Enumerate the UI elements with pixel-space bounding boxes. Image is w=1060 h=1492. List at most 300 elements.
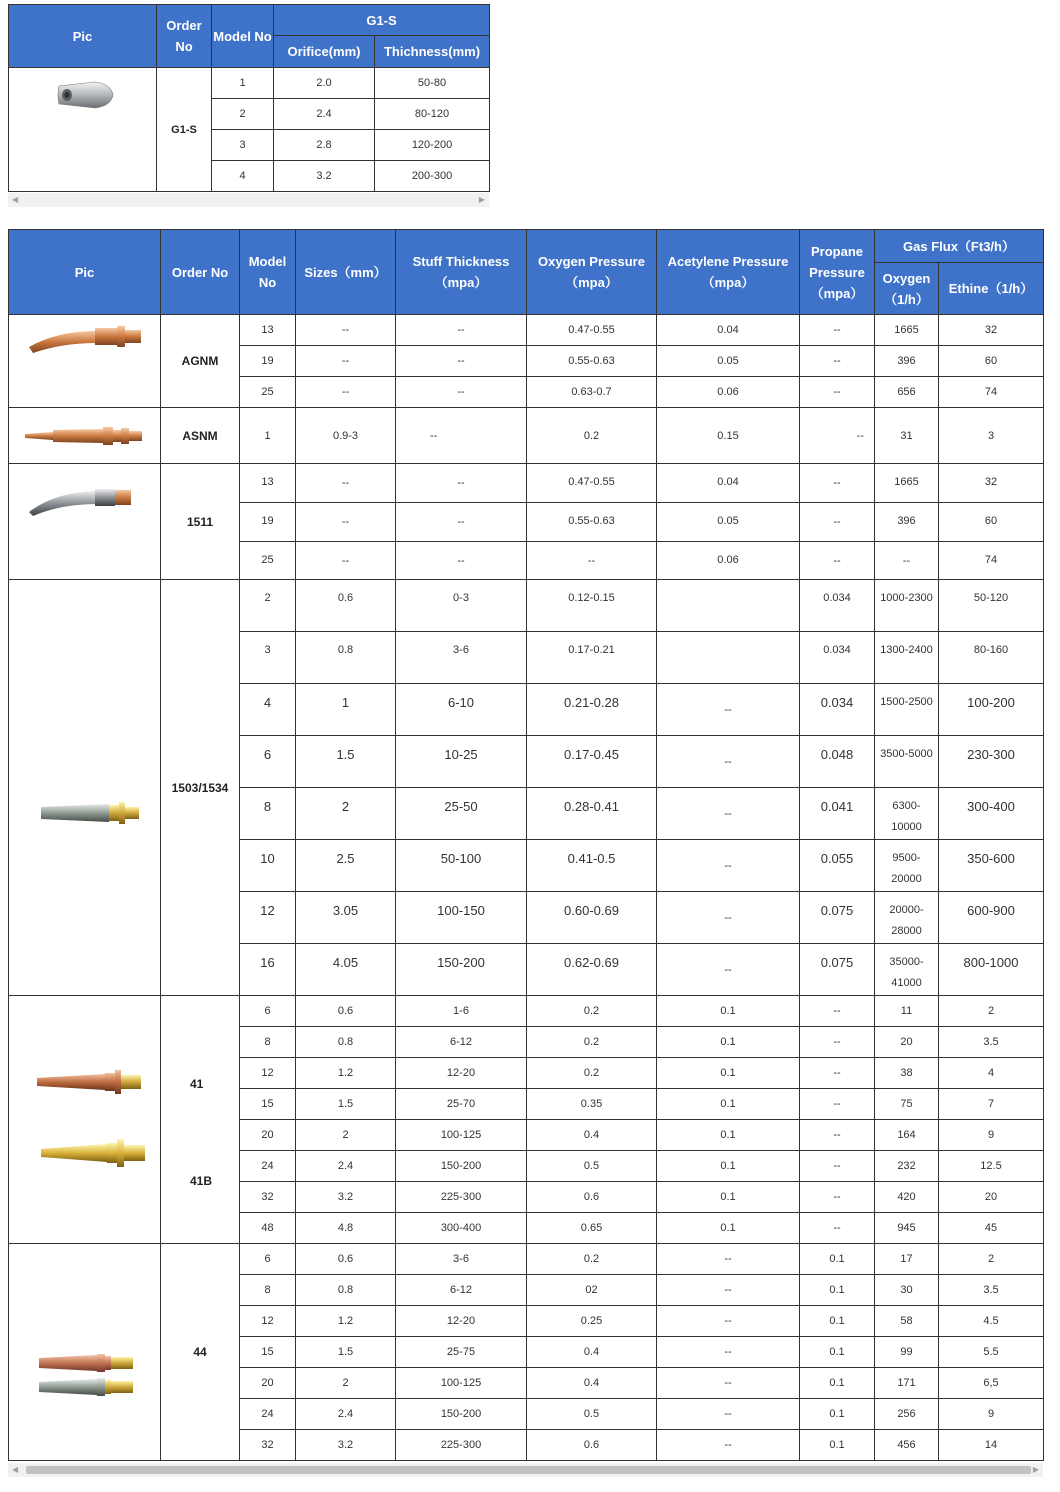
header-oxygen-pressure: Oxygen Pressure（mpa）	[527, 230, 657, 315]
scroll-right-arrow-icon[interactable]: ▶	[478, 195, 485, 204]
thickness-value: 120-200	[375, 130, 490, 161]
header-acetylene-pressure: Acetylene Pressure（mpa）	[657, 230, 800, 315]
thickness-value: 300-400	[396, 1213, 527, 1244]
acetylene-pressure-value: --	[657, 944, 800, 996]
header-ethine-flux: Ethine（1/h）	[939, 263, 1044, 315]
acetylene-pressure-value: 0.1	[657, 1058, 800, 1089]
oxygen-flux-value: 35000-41000	[875, 944, 939, 996]
oxygen-pressure-value: 0.2	[527, 1058, 657, 1089]
acetylene-pressure-value	[657, 580, 800, 632]
cutting-nozzle-table	[8, 229, 1044, 1461]
oxygen-flux-value: 38	[875, 1058, 939, 1089]
order-no-1511: 1511	[161, 464, 240, 580]
model-no: 25	[240, 542, 296, 580]
sizes-value: 1.5	[296, 736, 396, 788]
thickness-value: 0-3	[396, 580, 527, 632]
oxygen-pressure-value: 0.21-0.28	[527, 684, 657, 736]
oxygen-pressure-value: 0.41-0.5	[527, 840, 657, 892]
oxygen-pressure-value: --	[527, 542, 657, 580]
sizes-value: 2.5	[296, 840, 396, 892]
ethine-flux-value: 9	[939, 1399, 1044, 1430]
thickness-value: 25-50	[396, 788, 527, 840]
propane-pressure-value: 0.075	[800, 944, 875, 996]
ethine-flux-value: 4.5	[939, 1306, 1044, 1337]
oxygen-flux-value: 171	[875, 1368, 939, 1399]
oxygen-pressure-value: 0.65	[527, 1213, 657, 1244]
propane-pressure-value: --	[800, 503, 875, 542]
ethine-flux-value: 74	[939, 377, 1044, 408]
sizes-value: 0.6	[296, 1244, 396, 1275]
horizontal-scrollbar-top[interactable]	[8, 193, 489, 207]
acetylene-pressure-value: 0.1	[657, 996, 800, 1027]
propane-pressure-value: --	[800, 1027, 875, 1058]
propane-pressure-value: 0.041	[800, 788, 875, 840]
model-no: 12	[240, 1058, 296, 1089]
model-no: 32	[240, 1182, 296, 1213]
oxygen-flux-value: 396	[875, 346, 939, 377]
acetylene-pressure-value: 0.06	[657, 377, 800, 408]
header-g1s-group: G1-S	[274, 5, 490, 36]
sizes-value: 0.8	[296, 1275, 396, 1306]
thickness-value: 3-6	[396, 1244, 527, 1275]
oxygen-flux-value: 945	[875, 1213, 939, 1244]
oxygen-pressure-value: 0.2	[527, 996, 657, 1027]
oxygen-pressure-value: 0.62-0.69	[527, 944, 657, 996]
ethine-flux-value: 2	[939, 1244, 1044, 1275]
oxygen-pressure-value: 0.17-0.45	[527, 736, 657, 788]
ethine-flux-value: 4	[939, 1058, 1044, 1089]
sizes-value: --	[296, 464, 396, 503]
model-no: 24	[240, 1151, 296, 1182]
ethine-flux-value: 14	[939, 1430, 1044, 1461]
thickness-value: 6-12	[396, 1027, 527, 1058]
thickness-value: --	[396, 315, 527, 346]
propane-pressure-value: 0.1	[800, 1399, 875, 1430]
thickness-value: 3-6	[396, 632, 527, 684]
oxygen-flux-value: 30	[875, 1275, 939, 1306]
nozzle-image-44	[37, 1352, 137, 1402]
sizes-value: --	[296, 346, 396, 377]
thickness-value: 100-150	[396, 892, 527, 944]
acetylene-pressure-value: --	[657, 1430, 800, 1461]
model-no: 25	[240, 377, 296, 408]
propane-pressure-value: 0.1	[800, 1275, 875, 1306]
propane-pressure-value: 0.1	[800, 1430, 875, 1461]
order-no-g1s: G1-S	[157, 68, 212, 192]
header-sizes: Sizes（mm）	[296, 230, 396, 315]
oxygen-pressure-value: 0.2	[527, 1244, 657, 1275]
nozzle-image-1511	[27, 486, 135, 516]
g1s-table	[8, 4, 490, 192]
propane-pressure-value: --	[800, 408, 875, 464]
sizes-value: 2.4	[296, 1151, 396, 1182]
model-no: 19	[240, 503, 296, 542]
oxygen-flux-value: 656	[875, 377, 939, 408]
oxygen-pressure-value: 0.60-0.69	[527, 892, 657, 944]
model-no: 19	[240, 346, 296, 377]
pic-asnm-cell	[9, 408, 161, 464]
header-model-no: Model No	[212, 5, 274, 68]
ethine-flux-value: 32	[939, 315, 1044, 346]
nozzle-image-41b	[39, 1138, 149, 1168]
sizes-value: --	[296, 377, 396, 408]
acetylene-pressure-value: 0.1	[657, 1089, 800, 1120]
oxygen-pressure-value: 0.63-0.7	[527, 377, 657, 408]
thickness-value: 150-200	[396, 944, 527, 996]
oxygen-flux-value: --	[875, 542, 939, 580]
oxygen-flux-value: 17	[875, 1244, 939, 1275]
oxygen-pressure-value: 0.12-0.15	[527, 580, 657, 632]
thickness-value: 25-70	[396, 1089, 527, 1120]
order-no-1503: 1503/1534	[161, 580, 240, 996]
thickness-value: --	[396, 346, 527, 377]
propane-pressure-value: 0.055	[800, 840, 875, 892]
model-no: 2	[240, 580, 296, 632]
sizes-value: 2	[296, 788, 396, 840]
oxygen-flux-value: 20	[875, 1027, 939, 1058]
acetylene-pressure-value: 0.1	[657, 1151, 800, 1182]
propane-pressure-value: --	[800, 346, 875, 377]
oxygen-pressure-value: 0.4	[527, 1337, 657, 1368]
propane-pressure-value: --	[800, 996, 875, 1027]
ethine-flux-value: 9	[939, 1120, 1044, 1151]
acetylene-pressure-value: 0.15	[657, 408, 800, 464]
oxygen-flux-value: 58	[875, 1306, 939, 1337]
model-no: 48	[240, 1213, 296, 1244]
propane-pressure-value: --	[800, 1089, 875, 1120]
propane-pressure-value: --	[800, 464, 875, 503]
header-order-no: Order No	[157, 5, 212, 68]
sizes-value: 1.5	[296, 1337, 396, 1368]
oxygen-pressure-value: 0.6	[527, 1430, 657, 1461]
nozzle-image-agnm	[27, 323, 145, 353]
pic-1511-cell	[9, 464, 161, 580]
model-no: 1	[240, 408, 296, 464]
thickness-value: 1-6	[396, 996, 527, 1027]
model-no: 12	[240, 1306, 296, 1337]
model-no: 12	[240, 892, 296, 944]
sizes-value: 3.05	[296, 892, 396, 944]
thickness-value: --	[396, 408, 527, 464]
thickness-value: 6-10	[396, 684, 527, 736]
horizontal-scrollbar-bottom[interactable]	[8, 1463, 1043, 1477]
thickness-value: 100-125	[396, 1120, 527, 1151]
thickness-value: 12-20	[396, 1058, 527, 1089]
order-no-asnm: ASNM	[161, 408, 240, 464]
propane-pressure-value: 0.034	[800, 684, 875, 736]
ethine-flux-value: 32	[939, 464, 1044, 503]
header-propane-pressure: Propane Pressure（mpa）	[800, 230, 875, 315]
model-no: 15	[240, 1089, 296, 1120]
oxygen-flux-value: 164	[875, 1120, 939, 1151]
model-no: 6	[240, 1244, 296, 1275]
propane-pressure-value: 0.075	[800, 892, 875, 944]
sizes-value: 1.2	[296, 1058, 396, 1089]
acetylene-pressure-value	[657, 632, 800, 684]
propane-pressure-value: 0.1	[800, 1337, 875, 1368]
header-thickness: Thichness(mm)	[375, 36, 490, 68]
ethine-flux-value: 600-900	[939, 892, 1044, 944]
header-pic: Pic	[9, 5, 157, 68]
thickness-value: --	[396, 503, 527, 542]
model-no: 13	[240, 464, 296, 503]
propane-pressure-value: 0.034	[800, 580, 875, 632]
oxygen-flux-value: 1000-2300	[875, 580, 939, 632]
sizes-value: 1.2	[296, 1306, 396, 1337]
propane-pressure-value: 0.034	[800, 632, 875, 684]
ethine-flux-value: 100-200	[939, 684, 1044, 736]
thickness-value: 50-100	[396, 840, 527, 892]
thickness-value: 25-75	[396, 1337, 527, 1368]
propane-pressure-value: --	[800, 1182, 875, 1213]
ethine-flux-value: 74	[939, 542, 1044, 580]
pic-agnm-cell	[9, 315, 161, 408]
thickness-value: 100-125	[396, 1368, 527, 1399]
oxygen-flux-value: 11	[875, 996, 939, 1027]
sizes-value: 4.8	[296, 1213, 396, 1244]
oxygen-flux-value: 1500-2500	[875, 684, 939, 736]
oxygen-flux-value: 6300-10000	[875, 788, 939, 840]
propane-pressure-value: 0.1	[800, 1306, 875, 1337]
ethine-flux-value: 7	[939, 1089, 1044, 1120]
ethine-flux-value: 20	[939, 1182, 1044, 1213]
oxygen-pressure-value: 02	[527, 1275, 657, 1306]
nozzle-image-g1s	[55, 78, 117, 112]
acetylene-pressure-value: --	[657, 840, 800, 892]
acetylene-pressure-value: 0.1	[657, 1120, 800, 1151]
sizes-value: 2.4	[296, 1399, 396, 1430]
acetylene-pressure-value: --	[657, 892, 800, 944]
header-oxygen-flux: Oxygen（1/h）	[875, 263, 939, 315]
thickness-value: 200-300	[375, 161, 490, 192]
oxygen-flux-value: 1300-2400	[875, 632, 939, 684]
order-no-41: 41	[190, 1076, 204, 1091]
pic-1503-cell	[9, 580, 161, 996]
ethine-flux-value: 60	[939, 346, 1044, 377]
oxygen-pressure-value: 0.28-0.41	[527, 788, 657, 840]
ethine-flux-value: 6,5	[939, 1368, 1044, 1399]
oxygen-flux-value: 232	[875, 1151, 939, 1182]
model-no: 13	[240, 315, 296, 346]
scroll-left-arrow-icon[interactable]: ◀	[12, 195, 19, 204]
header-gas-flux: Gas Flux（Ft3/h）	[875, 230, 1044, 263]
model-no: 32	[240, 1430, 296, 1461]
sizes-value: 1.5	[296, 1089, 396, 1120]
ethine-flux-value: 350-600	[939, 840, 1044, 892]
scrollbar-thumb[interactable]	[26, 1466, 1031, 1474]
thickness-value: 225-300	[396, 1182, 527, 1213]
ethine-flux-value: 300-400	[939, 788, 1044, 840]
oxygen-flux-value: 31	[875, 408, 939, 464]
model-no: 4	[212, 161, 274, 192]
oxygen-flux-value: 75	[875, 1089, 939, 1120]
acetylene-pressure-value: --	[657, 1337, 800, 1368]
oxygen-pressure-value: 0.5	[527, 1399, 657, 1430]
oxygen-flux-value: 3500-5000	[875, 736, 939, 788]
oxygen-pressure-value: 0.25	[527, 1306, 657, 1337]
sizes-value: 0.6	[296, 996, 396, 1027]
oxygen-pressure-value: 0.4	[527, 1120, 657, 1151]
sizes-value: 0.8	[296, 1027, 396, 1058]
oxygen-flux-value: 1665	[875, 464, 939, 503]
acetylene-pressure-value: 0.1	[657, 1182, 800, 1213]
model-no: 8	[240, 1275, 296, 1306]
propane-pressure-value: 0.1	[800, 1244, 875, 1275]
model-no: 3	[240, 632, 296, 684]
ethine-flux-value: 2	[939, 996, 1044, 1027]
acetylene-pressure-value: --	[657, 1399, 800, 1430]
propane-pressure-value: --	[800, 1151, 875, 1182]
oxygen-flux-value: 456	[875, 1430, 939, 1461]
thickness-value: 10-25	[396, 736, 527, 788]
acetylene-pressure-value: 0.1	[657, 1027, 800, 1058]
oxygen-pressure-value: 0.55-0.63	[527, 346, 657, 377]
thickness-value: 225-300	[396, 1430, 527, 1461]
header-stuff-thickness: Stuff Thickness（mpa）	[396, 230, 527, 315]
orifice-value: 2.8	[274, 130, 375, 161]
ethine-flux-value: 12.5	[939, 1151, 1044, 1182]
oxygen-pressure-value: 0.35	[527, 1089, 657, 1120]
acetylene-pressure-value: --	[657, 1275, 800, 1306]
ethine-flux-value: 800-1000	[939, 944, 1044, 996]
orifice-value: 3.2	[274, 161, 375, 192]
header-model-no: Model No	[240, 230, 296, 315]
nozzle-image-asnm	[23, 425, 145, 447]
acetylene-pressure-value: 0.05	[657, 346, 800, 377]
acetylene-pressure-value: --	[657, 788, 800, 840]
thickness-value: --	[396, 377, 527, 408]
oxygen-pressure-value: 0.47-0.55	[527, 315, 657, 346]
ethine-flux-value: 50-120	[939, 580, 1044, 632]
thickness-value: 6-12	[396, 1275, 527, 1306]
order-no-41b: 41B	[190, 1173, 213, 1188]
scroll-left-arrow-icon[interactable]: ◀	[12, 1465, 19, 1474]
model-no: 24	[240, 1399, 296, 1430]
propane-pressure-value: --	[800, 1058, 875, 1089]
acetylene-pressure-value: 0.05	[657, 503, 800, 542]
oxygen-flux-value: 420	[875, 1182, 939, 1213]
acetylene-pressure-value: 0.04	[657, 464, 800, 503]
sizes-value: 3.2	[296, 1430, 396, 1461]
thickness-value: 50-80	[375, 68, 490, 99]
acetylene-pressure-value: 0.1	[657, 1213, 800, 1244]
model-no: 10	[240, 840, 296, 892]
acetylene-pressure-value: --	[657, 1244, 800, 1275]
oxygen-pressure-value: 0.17-0.21	[527, 632, 657, 684]
oxygen-flux-value: 396	[875, 503, 939, 542]
pic-44-cell	[9, 1244, 161, 1461]
pic-41-cell	[9, 996, 161, 1244]
sizes-value: 4.05	[296, 944, 396, 996]
ethine-flux-value: 3.5	[939, 1027, 1044, 1058]
header-orifice: Orifice(mm)	[274, 36, 375, 68]
model-no: 16	[240, 944, 296, 996]
order-no-44: 44	[161, 1244, 240, 1461]
sizes-value: 2	[296, 1120, 396, 1151]
sizes-value: 2	[296, 1368, 396, 1399]
oxygen-pressure-value: 0.6	[527, 1182, 657, 1213]
sizes-value: --	[296, 315, 396, 346]
sizes-value: 0.6	[296, 580, 396, 632]
thickness-value: 150-200	[396, 1399, 527, 1430]
propane-pressure-value: --	[800, 1213, 875, 1244]
sizes-value: --	[296, 542, 396, 580]
oxygen-flux-value: 9500-20000	[875, 840, 939, 892]
oxygen-flux-value: 1665	[875, 315, 939, 346]
model-no: 1	[212, 68, 274, 99]
nozzle-image-1503	[39, 800, 141, 826]
oxygen-pressure-value: 0.5	[527, 1151, 657, 1182]
ethine-flux-value: 45	[939, 1213, 1044, 1244]
nozzle-image-41	[35, 1069, 145, 1095]
acetylene-pressure-value: --	[657, 1306, 800, 1337]
model-no: 8	[240, 788, 296, 840]
propane-pressure-value: --	[800, 315, 875, 346]
thickness-value: 150-200	[396, 1151, 527, 1182]
oxygen-pressure-value: 0.47-0.55	[527, 464, 657, 503]
propane-pressure-value: --	[800, 542, 875, 580]
model-no: 20	[240, 1120, 296, 1151]
model-no: 6	[240, 996, 296, 1027]
sizes-value: 3.2	[296, 1182, 396, 1213]
oxygen-flux-value: 20000-28000	[875, 892, 939, 944]
acetylene-pressure-value: --	[657, 1368, 800, 1399]
model-no: 4	[240, 684, 296, 736]
ethine-flux-value: 60	[939, 503, 1044, 542]
scroll-right-arrow-icon[interactable]: ▶	[1032, 1465, 1039, 1474]
oxygen-flux-value: 99	[875, 1337, 939, 1368]
sizes-value: 1	[296, 684, 396, 736]
acetylene-pressure-value: 0.04	[657, 315, 800, 346]
model-no: 20	[240, 1368, 296, 1399]
orifice-value: 2.0	[274, 68, 375, 99]
order-no-41-cell	[161, 996, 240, 1244]
model-no: 6	[240, 736, 296, 788]
oxygen-pressure-value: 0.4	[527, 1368, 657, 1399]
acetylene-pressure-value: 0.06	[657, 542, 800, 580]
acetylene-pressure-value: --	[657, 684, 800, 736]
model-no: 3	[212, 130, 274, 161]
model-no: 2	[212, 99, 274, 130]
propane-pressure-value: 0.1	[800, 1368, 875, 1399]
ethine-flux-value: 80-160	[939, 632, 1044, 684]
orifice-value: 2.4	[274, 99, 375, 130]
sizes-value: 0.9-3	[296, 408, 396, 464]
propane-pressure-value: --	[800, 1120, 875, 1151]
header-pic: Pic	[9, 230, 161, 315]
ethine-flux-value: 3	[939, 408, 1044, 464]
ethine-flux-value: 5.5	[939, 1337, 1044, 1368]
header-order-no: Order No	[161, 230, 240, 315]
oxygen-flux-value: 256	[875, 1399, 939, 1430]
order-no-agnm: AGNM	[161, 315, 240, 408]
thickness-value: 80-120	[375, 99, 490, 130]
sizes-value: 0.8	[296, 632, 396, 684]
sizes-value: --	[296, 503, 396, 542]
oxygen-pressure-value: 0.2	[527, 1027, 657, 1058]
thickness-value: --	[396, 542, 527, 580]
propane-pressure-value: 0.048	[800, 736, 875, 788]
propane-pressure-value: --	[800, 377, 875, 408]
acetylene-pressure-value: --	[657, 736, 800, 788]
thickness-value: --	[396, 464, 527, 503]
model-no: 8	[240, 1027, 296, 1058]
ethine-flux-value: 230-300	[939, 736, 1044, 788]
ethine-flux-value: 3.5	[939, 1275, 1044, 1306]
pic-g1s-cell	[9, 68, 157, 192]
thickness-value: 12-20	[396, 1306, 527, 1337]
oxygen-pressure-value: 0.2	[527, 408, 657, 464]
